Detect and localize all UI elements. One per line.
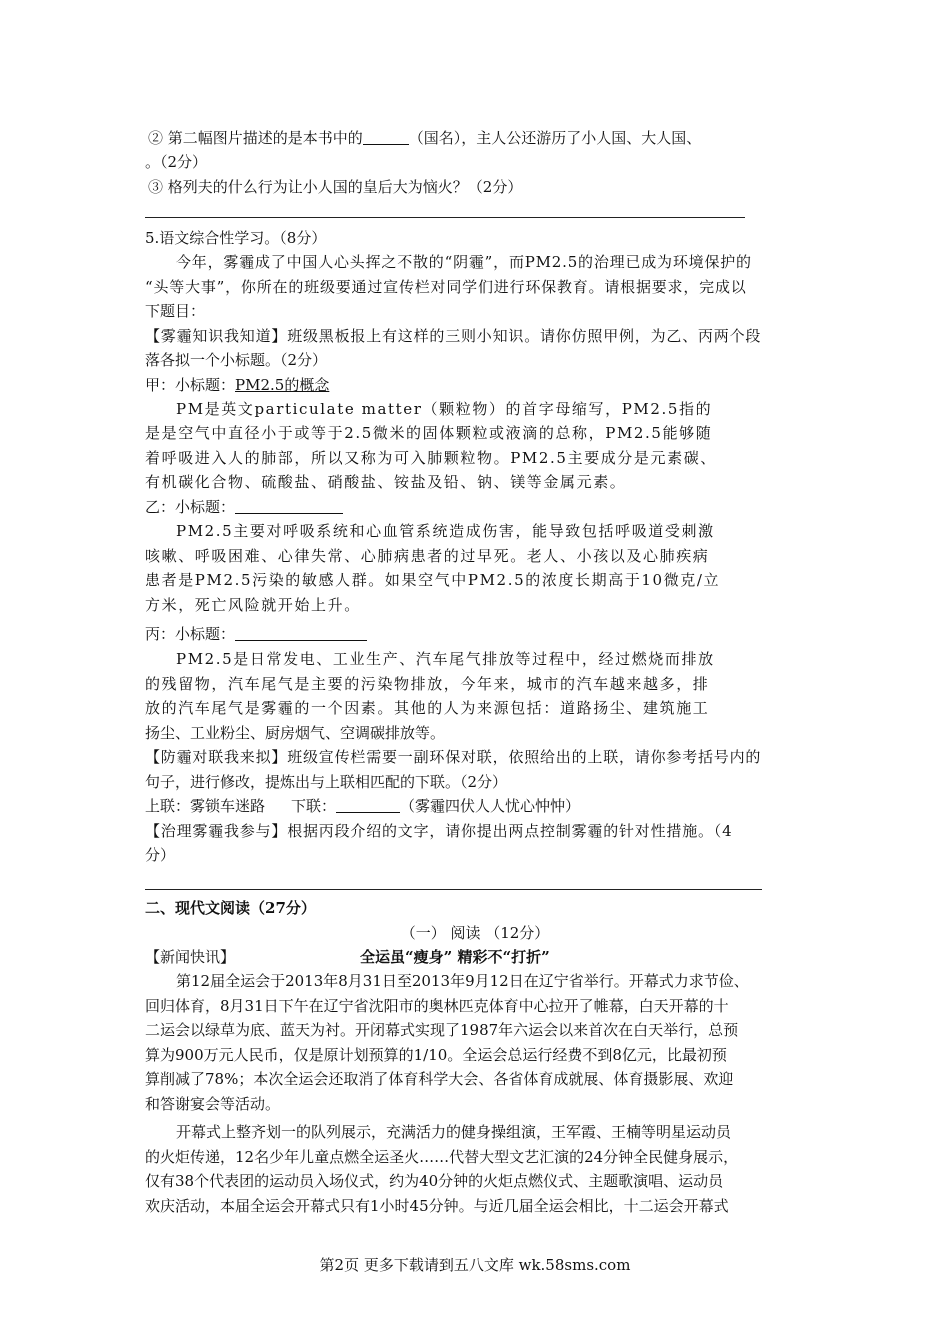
couplet-line: [145, 795, 580, 817]
paragraph-line: 算为900万元人民币，仅是原计划预算的1/10。全运会总运行经费不到8亿元，比最初预: [145, 1046, 727, 1064]
paragraph-line: 【雾霾知识我知道】班级黑板报上有这样的三则小知识。请你仿照甲例，为乙、丙两个段: [145, 327, 762, 345]
couplet-hint: （雾霾四伏人人忧心忡忡）: [400, 797, 581, 815]
subtitle-line: [145, 496, 343, 518]
paragraph-line: 落各拟一个小标题。（2分）: [145, 351, 328, 369]
paragraph-line: 放的汽车尾气是雾霾的一个因素。其他的人为来源包括：道路扬尘、建筑施工: [145, 699, 710, 717]
paragraph-line: 【治理雾霾我参与】根据丙段介绍的文字，请你提出两点控制雾霾的针对性措施。（4: [145, 822, 733, 840]
couplet-upper: 上联：雾锁车迷路: [145, 797, 266, 815]
paragraph-line: 患者是PM2.5污染的敏感人群。如果空气中PM2.5的浓度长期高于10微克/立: [145, 571, 721, 589]
section-subtitle: （一） 阅读 （12分）: [400, 924, 550, 942]
answer-line[interactable]: [145, 889, 762, 890]
paragraph-line: 二运会以绿草为底、蓝天为衬。开闭幕式实现了1987年六运会以来首次在白天举行，总预: [145, 1021, 739, 1039]
subtitle-label: 乙：小标题：: [145, 498, 236, 516]
paragraph-line: 着呼吸进入人的肺部，所以又称为可入肺颗粒物。PM2.5主要成分是元素碳、: [145, 449, 717, 467]
section-title: 二、现代文阅读（27分）: [145, 899, 316, 917]
paragraph-line: 第12届全运会于2013年8月31日至2013年9月12日在辽宁省举行。开幕式力求节俭、: [176, 972, 749, 990]
paragraph-line: 有机碳化合物、硫酸盐、硝酸盐、铵盐及铅、钠、镁等金属元素。: [145, 473, 627, 491]
paragraph-line: 扬尘、工业粉尘、厨房烟气、空调碳排放等。: [145, 724, 446, 742]
paragraph-line: 方米，死亡风险就开始上升。: [145, 596, 361, 614]
paragraph-line: PM是英文particulate matter（颗粒物）的首字母缩写，PM2.5指的: [176, 400, 713, 418]
question-line: [148, 127, 701, 149]
answer-blank[interactable]: [336, 798, 400, 813]
subtitle-example: PM2.5的概念: [235, 376, 330, 394]
paragraph-line: “头等大事”，你所在的班级要通过宣传栏对同学们进行环保教育。请根据要求，完成以: [145, 278, 747, 296]
answer-blank[interactable]: [363, 130, 409, 145]
page-footer: 第2页 更多下载请到五八文库 wk.58sms.com: [319, 1256, 631, 1274]
answer-blank[interactable]: [235, 626, 367, 641]
paragraph-line: 句子，进行修改，提炼出与上联相匹配的下联。（2分）: [145, 773, 508, 791]
subtitle-label: 甲：小标题：: [145, 376, 236, 394]
paragraph-line: 开幕式上整齐划一的队列展示，充满活力的健身操组演，王军霞、王楠等明星运动员: [176, 1123, 732, 1141]
paragraph-line: 今年，雾霾成了中国人心头挥之不散的“阴霾”，而PM2.5的治理已成为环境保护的: [176, 253, 752, 271]
question-title: 5.语文综合性学习。（8分）: [145, 229, 327, 247]
paragraph-line: 是是空气中直径小于或等于2.5微米的固体颗粒或液滴的总称，PM2.5能够随: [145, 424, 713, 442]
news-headline: 全运虽“瘦身” 精彩不“打折”: [360, 948, 550, 966]
answer-blank[interactable]: [235, 499, 343, 514]
subtitle-line: [145, 374, 329, 396]
paragraph-line: 算削减了78%；本次全运会还取消了体育科学大会、各省体育成就展、体育摄影展、欢迎: [145, 1070, 734, 1088]
paragraph-line: 的残留物，汽车尾气是主要的污染物排放，今年来，城市的汽车越来越多，排: [145, 675, 710, 693]
paragraph-line: 欢庆活动，本届全运会开幕式只有1小时45分钟。与近几届全运会相比，十二运会开幕式: [145, 1197, 729, 1215]
paragraph-line: 的火炬传递，12名少年儿童点燃全运圣火……代替大型文艺汇演的24分钟全民健身展示，: [145, 1148, 739, 1166]
question-text: （国名），主人公还游历了小人国、大人国、: [408, 129, 702, 147]
paragraph-line: 仅有38个代表团的运动员入场仪式，约为40分钟的火炬点燃仪式、主题歌演唱、运动员: [145, 1172, 724, 1190]
couplet-lower-label: 下联：: [291, 797, 337, 815]
paragraph-line: 下题目：: [145, 302, 206, 320]
paragraph-line: 分）: [145, 846, 176, 864]
paragraph-line: 咳嗽、呼吸困难、心律失常、心肺病患者的过早死。老人、小孩以及心肺疾病: [145, 547, 710, 565]
paragraph-line: 回归体育，8月31日下午在辽宁省沈阳市的奥林匹克体育中心拉开了帷幕，白天开幕的十: [145, 997, 729, 1015]
subtitle-label: 丙：小标题：: [145, 625, 236, 643]
paragraph-line: 和答谢宴会等活动。: [145, 1095, 281, 1113]
question-line: 。（2分）: [145, 153, 208, 171]
question-text: ② 第二幅图片描述的是本书中的: [148, 129, 363, 147]
subtitle-line: [145, 623, 367, 645]
paragraph-line: PM2.5是日常发电、工业生产、汽车尾气排放等过程中，经过燃烧而排放: [176, 650, 715, 668]
news-label: 【新闻快讯】: [145, 948, 236, 966]
answer-line[interactable]: [145, 217, 745, 218]
question-line: ③ 格列夫的什么行为让小人国的皇后大为恼火？（2分）: [148, 178, 523, 196]
paragraph-line: 【防霾对联我来拟】班级宣传栏需要一副环保对联，依照给出的上联，请你参考括号内的: [145, 748, 762, 766]
paragraph-line: PM2.5主要对呼吸系统和心血管系统造成伤害，能导致包括呼吸道受刺激: [176, 522, 715, 540]
